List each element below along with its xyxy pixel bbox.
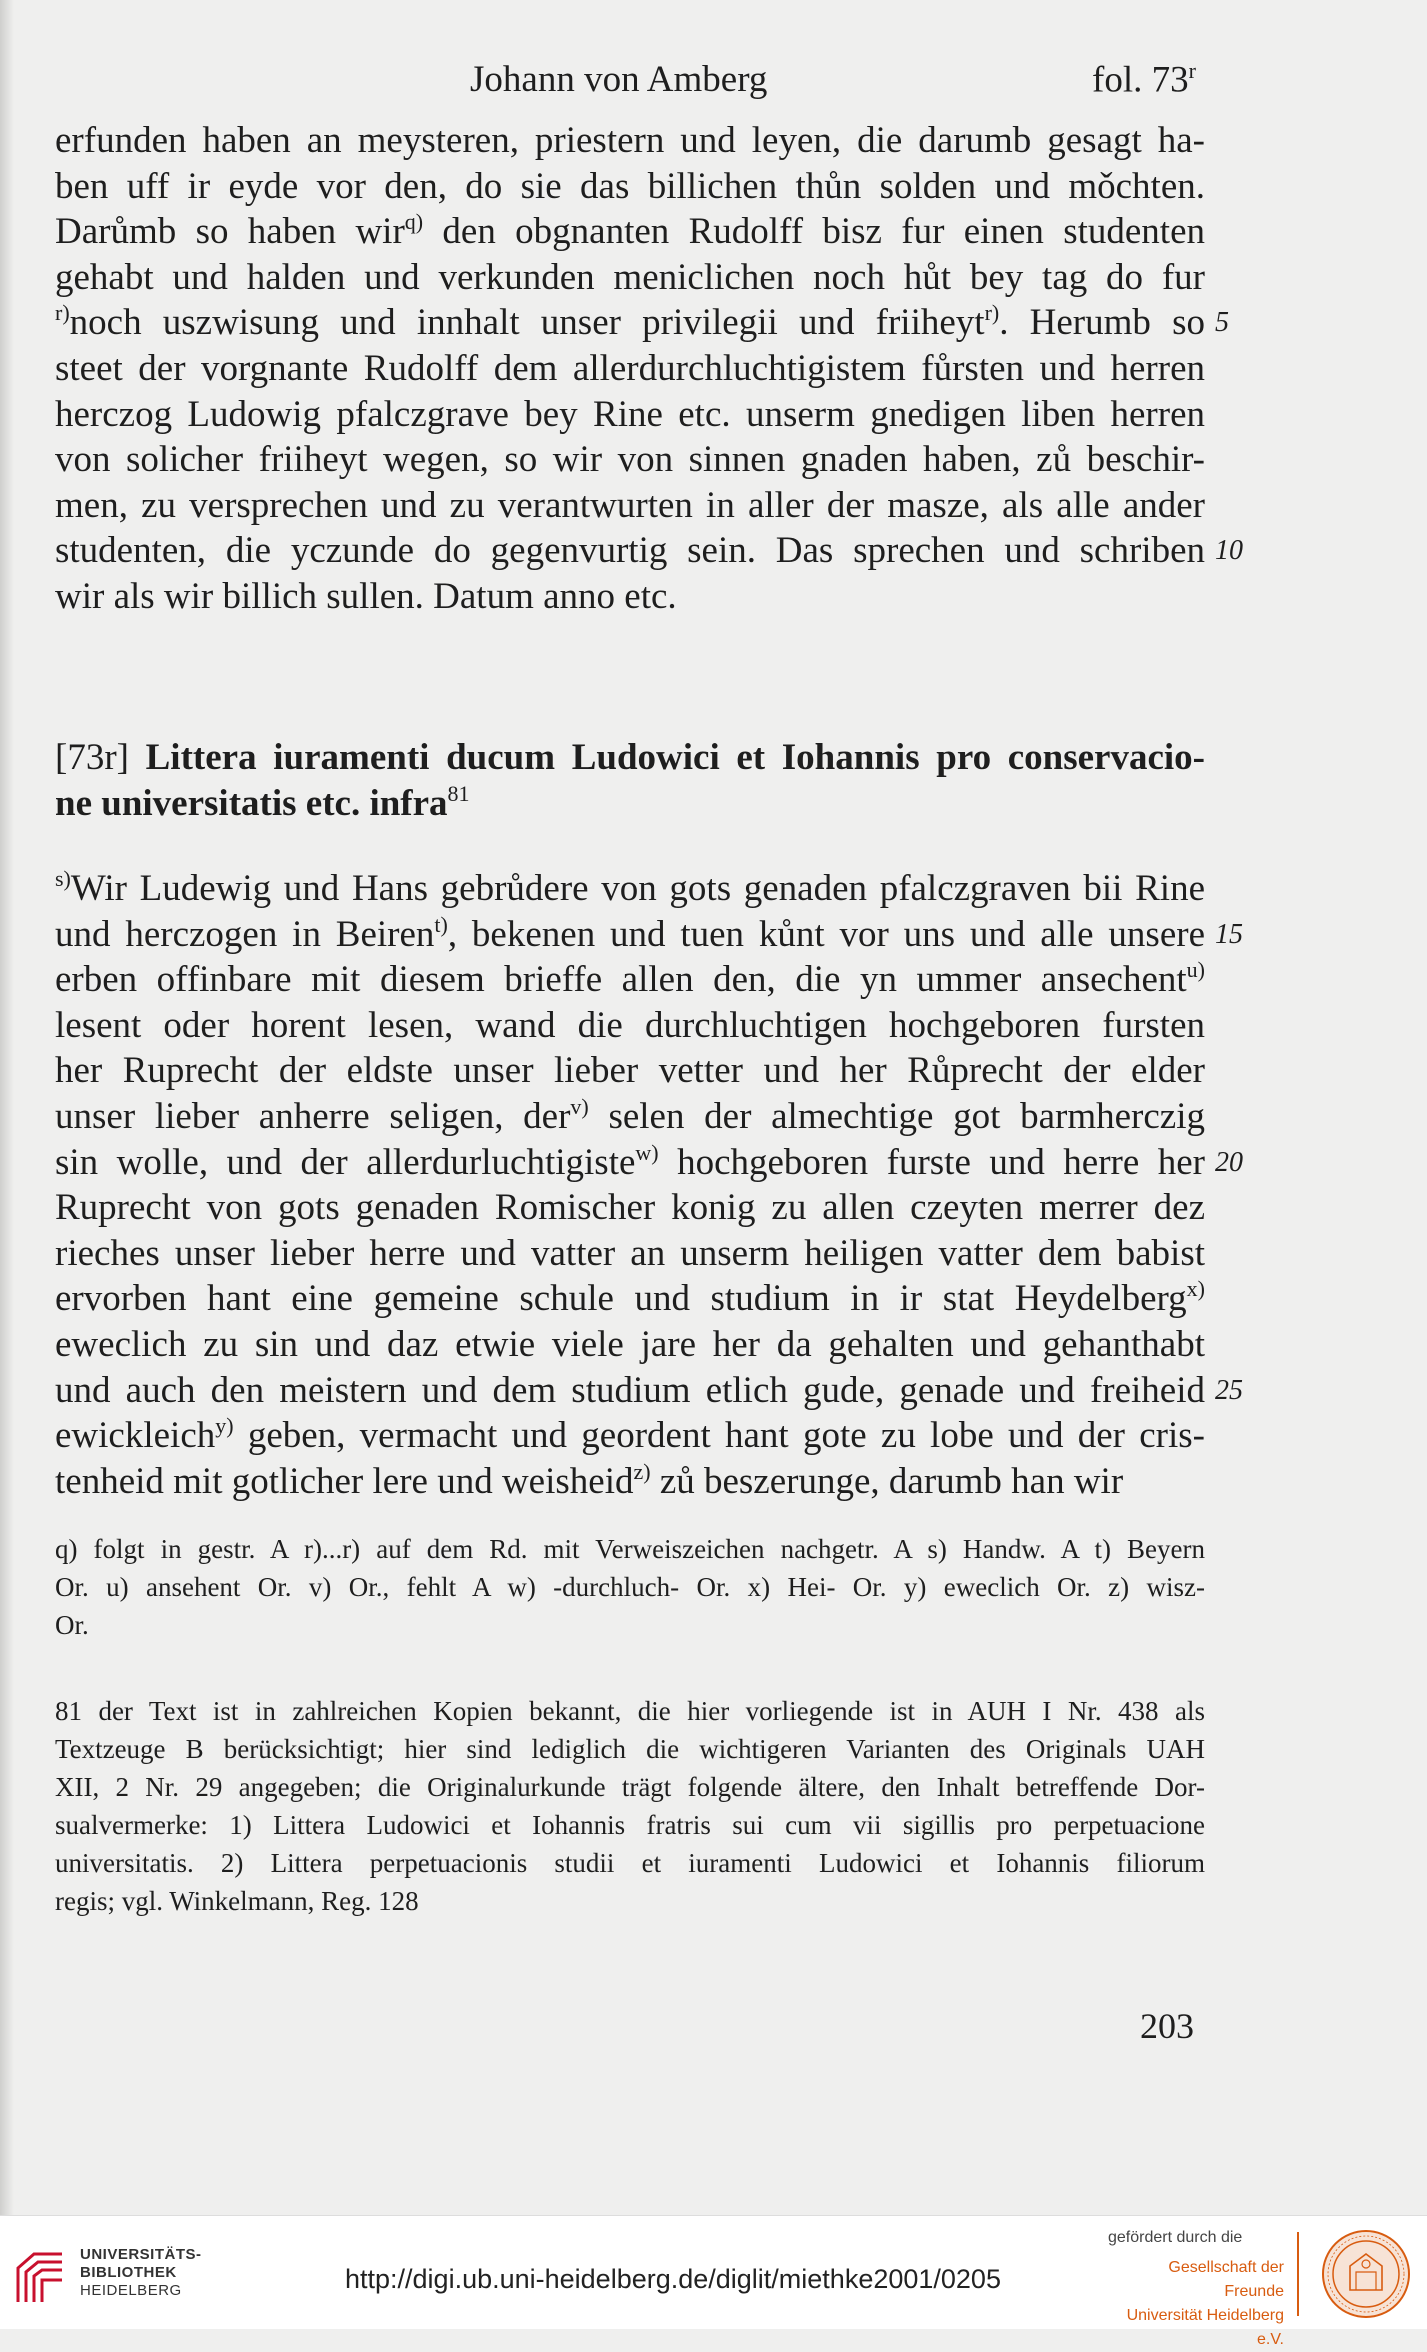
permalink-url[interactable]: http://digi.ub.uni-heidelberg.de/diglit/miethke2001/0205 xyxy=(345,2264,1001,2294)
text-segment: lesent oder horent lesen, wand die durchluchtigen hochgeboren fursten xyxy=(55,1004,1205,1046)
paragraph-2-line xyxy=(55,1185,1205,1231)
apparatus-line: q) folgt in gestr. A r)...r) auf dem Rd. mit Verweiszeichen nachgetr. A s) Handw. A t) Beyern xyxy=(55,1534,1205,1564)
footnote-line: regis; vgl. Winkelmann, Reg. 128 xyxy=(55,1886,419,1916)
apparatus-ref: r) xyxy=(55,300,70,326)
paragraph-2-line xyxy=(55,866,1205,912)
sponsor-caption: gefördert durch die xyxy=(1108,2229,1243,2246)
footnote-81 xyxy=(55,1692,1205,1920)
critical-apparatus xyxy=(55,1530,1205,1644)
line-number: 15 xyxy=(1215,918,1243,950)
paragraph-1-line xyxy=(55,392,1205,438)
folio-label: fol. 73$^r$ xyxy=(1092,58,1196,101)
text-segment: ervorben hant eine gemeine schule und studium in ir stat Heydelberg xyxy=(55,1278,1187,1320)
apparatus-ref: v) xyxy=(570,1093,589,1119)
footnote-line: Textzeuge B berücksichtigt; hier sind lediglich die wichtigeren Varianten des Originals UAH xyxy=(55,1734,1205,1764)
sponsor-divider xyxy=(1297,2232,1299,2316)
text-segment: ewickleich xyxy=(55,1415,216,1457)
running-header xyxy=(0,58,1427,108)
text-segment: selen der almechtige got barmherczig xyxy=(588,1095,1206,1137)
text-segment: gehabt und halden und verkunden meniclichen noch hůt bey tag do fur xyxy=(55,256,1205,298)
paragraph-2-line xyxy=(55,911,1243,958)
library-name: UNIVERSITÄTS- BIBLIOTHEK HEIDELBERG xyxy=(80,2246,202,2299)
university-seal-icon xyxy=(1320,2228,1412,2320)
bottom-bar xyxy=(0,2215,1427,2348)
paragraph-2-line xyxy=(55,1459,1205,1505)
paragraph-2-line xyxy=(55,1139,1243,1186)
heading-line-1: [73r] Littera iuramenti ducum Ludowici et Iohannis pro conservacio- xyxy=(55,737,1205,778)
apparatus-line: Or. xyxy=(55,1610,89,1640)
text-segment: Darůmb so haben wir xyxy=(55,211,405,253)
apparatus-line: Or. u) ansehent Or. v) Or., fehlt A w) -durchluch- Or. x) Hei- Or. y) eweclich Or. z) wisz- xyxy=(55,1572,1205,1602)
paragraph-2-line xyxy=(55,957,1205,1003)
heading-line-2: ne universitatis etc. infra$^{81}$ xyxy=(55,781,470,824)
text-segment: eweclich zu sin und daz etwie viele jare her da gehalten und gehanthabt xyxy=(55,1323,1205,1365)
paragraph-1-line xyxy=(55,574,1205,620)
footnote-line: 81 der Text ist in zahlreichen Kopien bekannt, die hier vorliegende ist in AUH I Nr. 438 als xyxy=(55,1696,1205,1726)
text-segment: , bekenen und tuen kůnt vor uns und alle unsere xyxy=(447,913,1205,955)
paragraph-2-line xyxy=(55,1048,1205,1094)
line-number: 5 xyxy=(1215,307,1229,339)
text-segment: Ruprecht von gots genaden Romischer konig zu allen czeyten merrer dez xyxy=(55,1187,1205,1229)
section-heading xyxy=(55,735,1205,827)
text-segment: her Ruprecht der eldste unser lieber vetter und her Růprecht der elder xyxy=(55,1050,1205,1092)
paragraph-1-line xyxy=(55,346,1205,392)
paragraph-1-line xyxy=(55,437,1205,483)
paragraph-2-line xyxy=(55,1094,1205,1140)
sponsor-name: Gesellschaft der Freunde Universität Heidelberg e.V. xyxy=(1126,2259,1284,2348)
text-segment: Wir Ludewig und Hans gebrůdere von gots genaden pfalczgraven bii Rine xyxy=(70,868,1205,909)
text-segment: . Herumb so xyxy=(999,302,1205,344)
text-segment: und auch den meistern und dem studium etlich gude, genade und freiheid xyxy=(55,1369,1205,1411)
line-number: 20 xyxy=(1215,1146,1243,1178)
apparatus-ref: z) xyxy=(633,1458,651,1484)
text-segment: den obgnanten Rudolff bisz fur einen studenten xyxy=(423,211,1206,253)
apparatus-ref: y) xyxy=(215,1413,234,1439)
ub-heidelberg-logo-icon xyxy=(14,2246,66,2304)
paragraph-1-line xyxy=(55,255,1205,301)
footnote-line: universitatis. 2) Littera perpetuacionis studii et iuramenti Ludowici et Iohannis filiorum xyxy=(55,1848,1205,1878)
text-segment: herczog Ludowig pfalczgrave bey Rine etc. unserm gnedigen liben herren xyxy=(55,393,1205,435)
paragraph-2-line xyxy=(55,1368,1243,1414)
paragraph-1-line xyxy=(55,300,1229,346)
paragraph-2-line xyxy=(55,1322,1205,1368)
text-segment: men, zu versprechen und zu verantwurten in aller der masze, als alle ander xyxy=(55,484,1205,526)
apparatus-ref: s) xyxy=(55,866,71,891)
text-segment: erben offinbare mit diesem brieffe allen den, die yn ummer ansechent xyxy=(55,959,1187,1001)
paragraph-1 xyxy=(55,118,1243,620)
text-segment: steet der vorgnante Rudolff dem allerdurchluchtigistem fůrsten und herren xyxy=(55,347,1205,389)
text-segment: von solicher friiheyt wegen, so wir von sinnen gnaden haben, zů beschir- xyxy=(55,439,1205,481)
paragraph-2 xyxy=(55,866,1243,1504)
text-segment: noch uszwisung und innhalt unser privilegii und friiheyt xyxy=(69,302,985,344)
scan-edge-shadow xyxy=(0,0,14,2328)
page-number: 203 xyxy=(1140,2006,1194,2046)
text-segment: hochgeboren furste und herre her xyxy=(658,1141,1205,1183)
text-segment: studenten, die yczunde do gegenvurtig sein. Das sprechen und schriben xyxy=(55,530,1205,572)
footnote-line: sualvermerke: 1) Littera Ludowici et Iohannis fratris sui cum vii sigillis pro perpetuacione xyxy=(55,1810,1205,1840)
text-segment: ben uff ir eyde vor den, do sie das billichen thůn solden und mǒchten. xyxy=(55,165,1205,207)
text-segment: und herczogen in Beiren xyxy=(55,913,435,955)
paragraph-1-line xyxy=(55,164,1205,210)
text-segment: zů beszerunge, darumb han wir xyxy=(650,1460,1124,1502)
apparatus-ref: t) xyxy=(434,911,448,937)
text-segment: geben, vermacht und geordent hant gote zu lobe und der cris- xyxy=(233,1415,1205,1457)
paragraph-2-line xyxy=(55,1413,1205,1459)
text-segment: wir als wir billich sullen. Datum anno etc. xyxy=(55,575,677,617)
paragraph-1-line xyxy=(55,528,1243,574)
text-segment: sin wolle, und der allerdurluchtigiste xyxy=(55,1141,636,1183)
apparatus-ref: w) xyxy=(635,1139,659,1165)
running-title: Johann von Amberg xyxy=(470,59,768,100)
apparatus-ref: u) xyxy=(1186,957,1205,983)
paragraph-1-line xyxy=(55,209,1205,255)
text-segment: unser lieber anherre seligen, der xyxy=(55,1095,571,1137)
line-number: 25 xyxy=(1215,1374,1243,1406)
footnote-line: XII, 2 Nr. 29 angegeben; die Originalurkunde trägt folgende ältere, den Inhalt betreffende Dor- xyxy=(55,1772,1205,1802)
paragraph-2-line xyxy=(55,1231,1205,1277)
apparatus-ref: r) xyxy=(984,300,1000,326)
apparatus-ref: q) xyxy=(404,209,424,235)
footnote-ref-81: 81 xyxy=(447,781,470,806)
text-segment: tenheid mit gotlicher lere und weisheid xyxy=(55,1460,634,1502)
paragraph-2-line xyxy=(55,1003,1205,1049)
paragraph-1-line xyxy=(55,483,1205,529)
paragraph-2-line xyxy=(55,1276,1205,1322)
paragraph-1-line xyxy=(55,118,1205,164)
text-segment: rieches unser lieber herre und vatter an unserm heiligen vatter dem babist xyxy=(55,1232,1205,1274)
line-number: 10 xyxy=(1215,535,1243,567)
apparatus-ref: x) xyxy=(1186,1276,1205,1302)
text-segment: erfunden haben an meysteren, priestern und leyen, die darumb gesagt ha- xyxy=(55,120,1205,161)
